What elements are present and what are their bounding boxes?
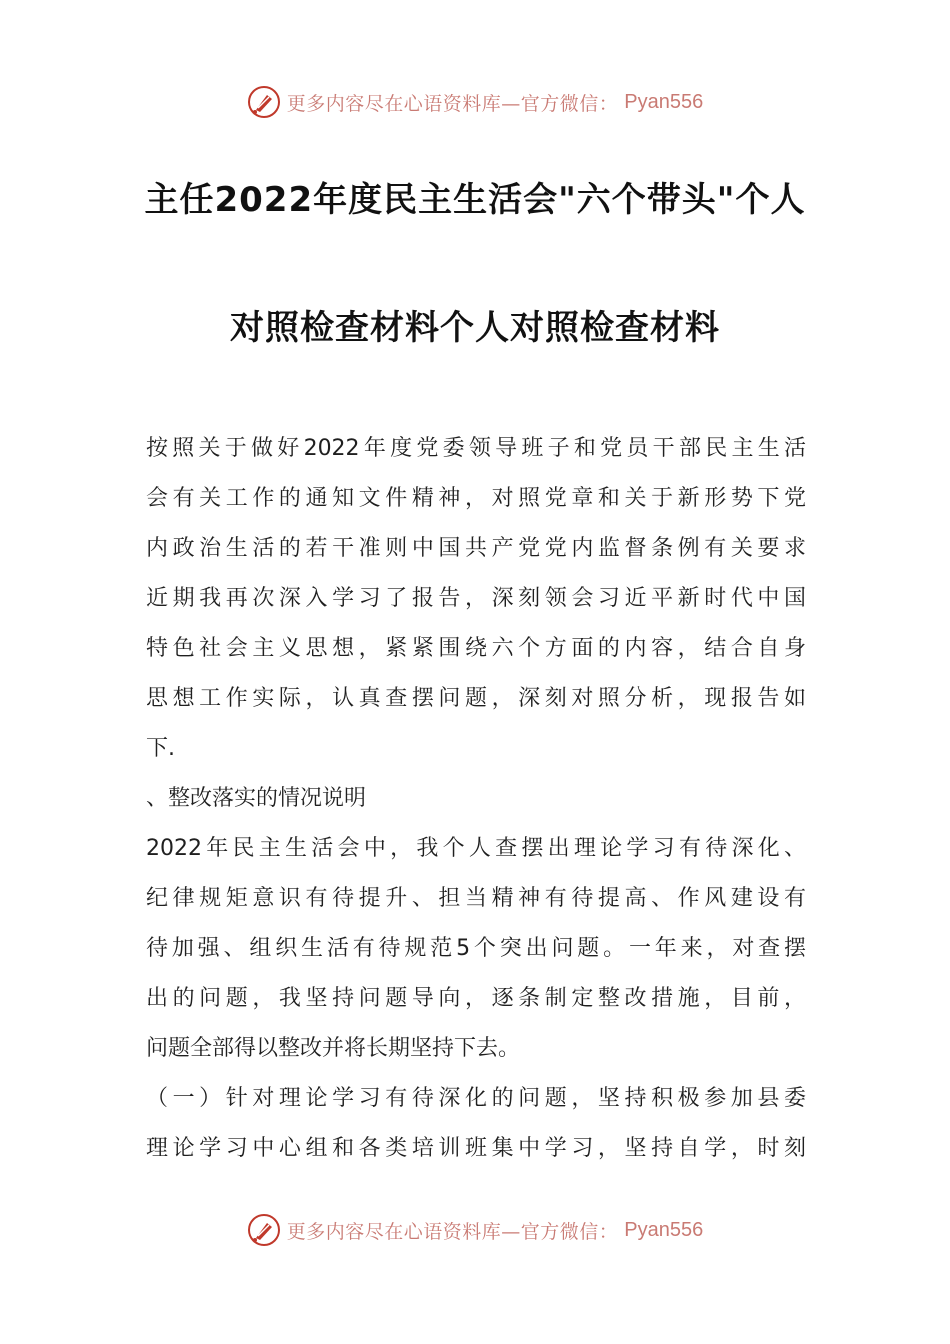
body-line: 下.: [146, 736, 175, 761]
document-body: [146, 424, 806, 1174]
body-line: 思想工作实际，认真查摆问题，深刻对照分析，现报告如: [146, 686, 806, 711]
body-line: 内政治生活的若干准则中国共产党党内监督条例有关要求: [146, 536, 806, 561]
header-banner: [0, 82, 950, 122]
body-line: 纪律规矩意识有待提升、担当精神有待提高、作风建设有: [146, 886, 806, 911]
header-wechat-id: Pyan556: [624, 90, 704, 113]
body-line: 近期我再次深入学习了报告，深刻领会习近平新时代中国: [146, 586, 806, 611]
body-line: 出的问题，我坚持问题导向，逐条制定整改措施，目前，: [146, 986, 806, 1011]
body-line: 按照关于做好2022年度党委领导班子和党员干部民主生活: [146, 436, 806, 461]
body-line: 特色社会主义思想，紧紧围绕六个方面的内容，结合自身: [146, 636, 806, 661]
document-title-line-2: 对照检查材料个人对照检查材料: [230, 308, 720, 348]
body-line: （一）针对理论学习有待深化的问题，坚持积极参加县委: [146, 1086, 806, 1111]
footer-banner-text: 更多内容尽在心语资料库—官方微信：: [286, 1220, 619, 1243]
pen-nib-logo-icon: [247, 85, 281, 119]
footer-banner: [0, 1210, 950, 1250]
section-heading: 、整改落实的情况说明: [146, 786, 367, 811]
body-line: 理论学习中心组和各类培训班集中学习，坚持自学，时刻: [146, 1136, 806, 1161]
footer-wechat-id: Pyan556: [624, 1218, 704, 1241]
header-banner-text: 更多内容尽在心语资料库—官方微信：: [286, 92, 619, 115]
document-title-line-1: 主任2022年度民主生活会"六个带头"个人: [144, 180, 806, 220]
body-line: 待加强、组织生活有待规范5个突出问题。一年来，对查摆: [146, 936, 806, 961]
pen-nib-logo-icon: [247, 1213, 281, 1247]
body-line: 会有关工作的通知文件精神，对照党章和关于新形势下党: [146, 486, 806, 511]
body-line: 2022年民主生活会中，我个人查摆出理论学习有待深化、: [146, 836, 806, 861]
body-line: 问题全部得以整改并将长期坚持下去。: [146, 1036, 521, 1061]
